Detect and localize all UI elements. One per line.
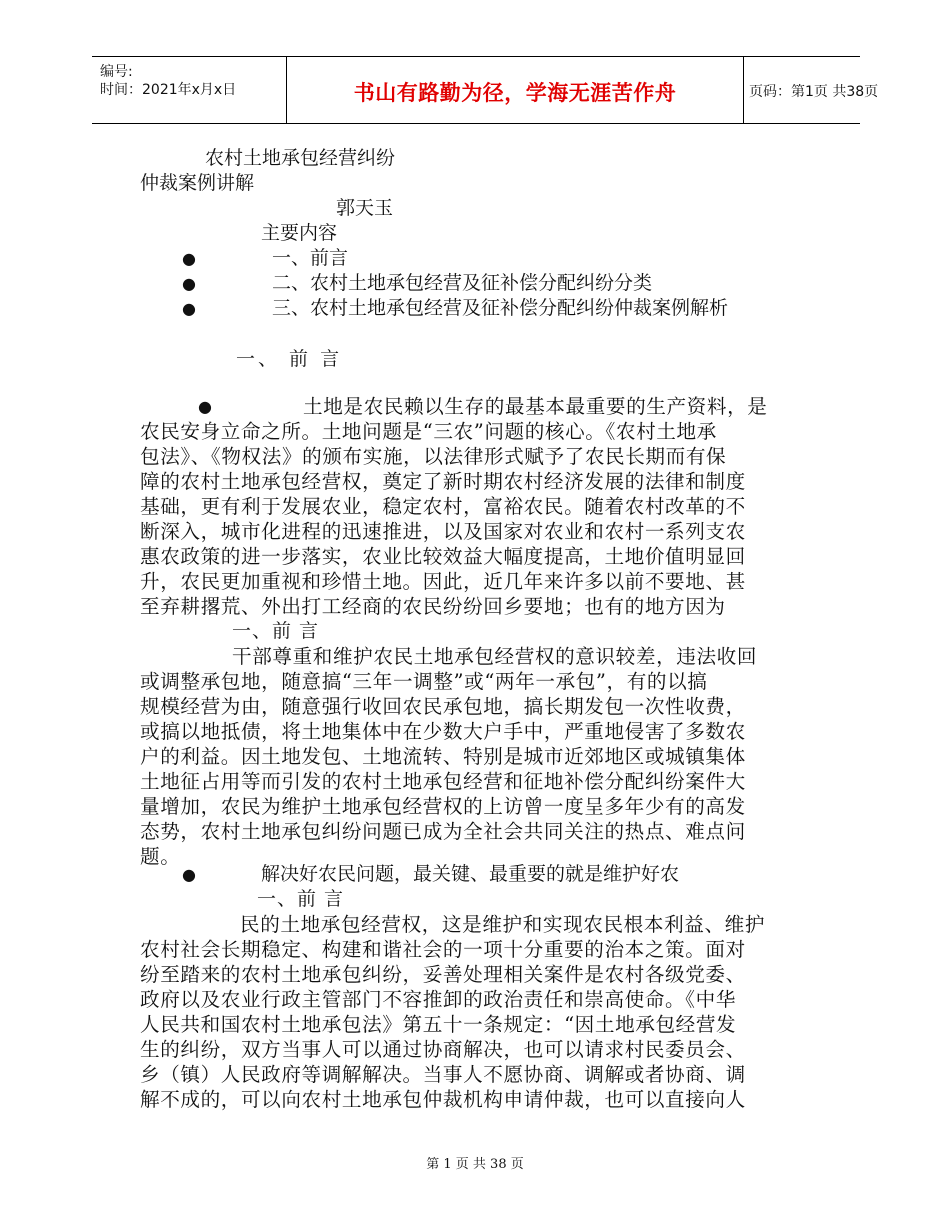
toc-bullet-2: ● [182,274,196,293]
para3-line: 解决好农民问题，最关键、最重要的就是维护好农 [261,863,680,885]
para1-line: 土地是农民赖以生存的最基本最重要的生产资料，是 [303,395,768,418]
header-motto-cell [286,57,744,123]
para1-line: 基础，更有利于发展农业，稳定农村，富裕农民。随着农村改革的不 [140,495,746,518]
para4-line: 纷至踏来的农村土地承包纠纷，妥善处理相关案件是农村各级党委、 [140,963,746,986]
document-number-label: 编号: [100,64,133,80]
toc-bullet-1: ● [182,249,196,268]
para4-line: 生的纠纷，双方当事人可以通过协商解决，也可以请求村民委员会、 [140,1038,746,1061]
para1-line: 至弃耕撂荒、外出打工经商的农民纷纷回乡要地；也有的地方因为 [140,595,726,618]
para1-bullet: ● [198,397,212,416]
para1-line: 农民安身立命之所。土地问题是“三农”问题的核心。《农村土地承 [140,420,717,443]
para2-line: 土地征占用等而引发的农村土地承包经营和征地补偿分配纠纷案件大 [140,770,746,793]
para2-line: 或调整承包地，随意搞“三年一调整”或“两年一承包”，有的以搞 [140,670,708,693]
para1-line: 包法》、《物权法》的颁布实施，以法律形式赋予了农民长期而有保 [140,445,727,468]
sub-heading-1: 一、前 言 [232,620,320,642]
para4-line: 人民共和国农村土地承包法》第五十一条规定：“因土地承包经营发 [140,1013,737,1036]
para2-line: 态势，农村土地承包纠纷问题已成为全社会共同关注的热点、难点问 [140,820,746,843]
section-heading: 一、 前 言 [236,348,343,370]
page-header [92,56,879,124]
header-page-label: 页码：第1页 共38页 [749,84,879,100]
para3-bullet: ● [182,865,196,884]
toc-item-2: 二、农村土地承包经营及征补偿分配纠纷分类 [272,272,653,294]
para4-line: 民的土地承包经营权，这是维护和实现农民根本利益、维护 [240,913,766,936]
header-page-cell [743,57,879,123]
para2-line: 户的利益。因土地发包、土地流转、特别是城市近郊地区或城镇集体 [140,745,746,768]
page-footer: 第 1 页 共 38 页 [426,1157,524,1172]
document-title-line-2: 仲裁案例讲解 [140,172,255,194]
para4-line: 乡（镇）人民政府等调解解决。当事人不愿协商、调解或者协商、调 [140,1063,746,1086]
document-author: 郭天玉 [336,197,394,219]
toc-bullet-3: ● [182,299,196,318]
para2-line: 干部尊重和维护农民土地承包经营权的意识较差，违法收回 [232,645,758,668]
para4-line: 政府以及农业行政主管部门不容推卸的政治责任和崇高使命。《中华 [140,988,737,1011]
document-time-label: 时间：2021年x月x日 [100,82,237,98]
para2-line: 量增加，农民为维护土地承包经营权的上访曾一度呈多年少有的高发 [140,795,746,818]
sub-heading-2: 一、前 言 [257,888,345,910]
para2-line: 题。 [140,845,181,868]
para1-line: 障的农村土地承包经营权，奠定了新时期农村经济发展的法律和制度 [140,470,746,493]
para4-line: 农村社会长期稳定、构建和谐社会的一项十分重要的治本之策。面对 [140,938,746,961]
toc-item-1: 一、前言 [272,247,349,269]
para1-line: 升，农民更加重视和珍惜土地。因此，近几年来许多以前不要地、甚 [140,570,746,593]
para1-line: 惠农政策的进一步落实，农业比较效益大幅度提高，土地价值明显回 [140,545,746,568]
header-motto: 书山有路勤为径，学海无涯苦作舟 [353,81,677,105]
toc-heading: 主要内容 [261,222,338,244]
para2-line: 规模经营为由，随意强行收回农民承包地，搞长期发包一次性收费， [140,695,746,718]
document-title-line-1: 农村土地承包经营纠纷 [205,147,396,169]
para2-line: 或搞以地抵债，将土地集体中在少数大户手中，严重地侵害了多数农 [140,720,746,743]
toc-item-3: 三、农村土地承包经营及征补偿分配纠纷仲裁案例解析 [272,297,729,319]
para4-line: 解不成的，可以向农村土地承包仲裁机构申请仲裁，也可以直接向人 [140,1088,746,1111]
para1-line: 断深入，城市化进程的迅速推进，以及国家对农业和农村一系列支农 [140,520,746,543]
header-meta-cell [92,57,286,123]
